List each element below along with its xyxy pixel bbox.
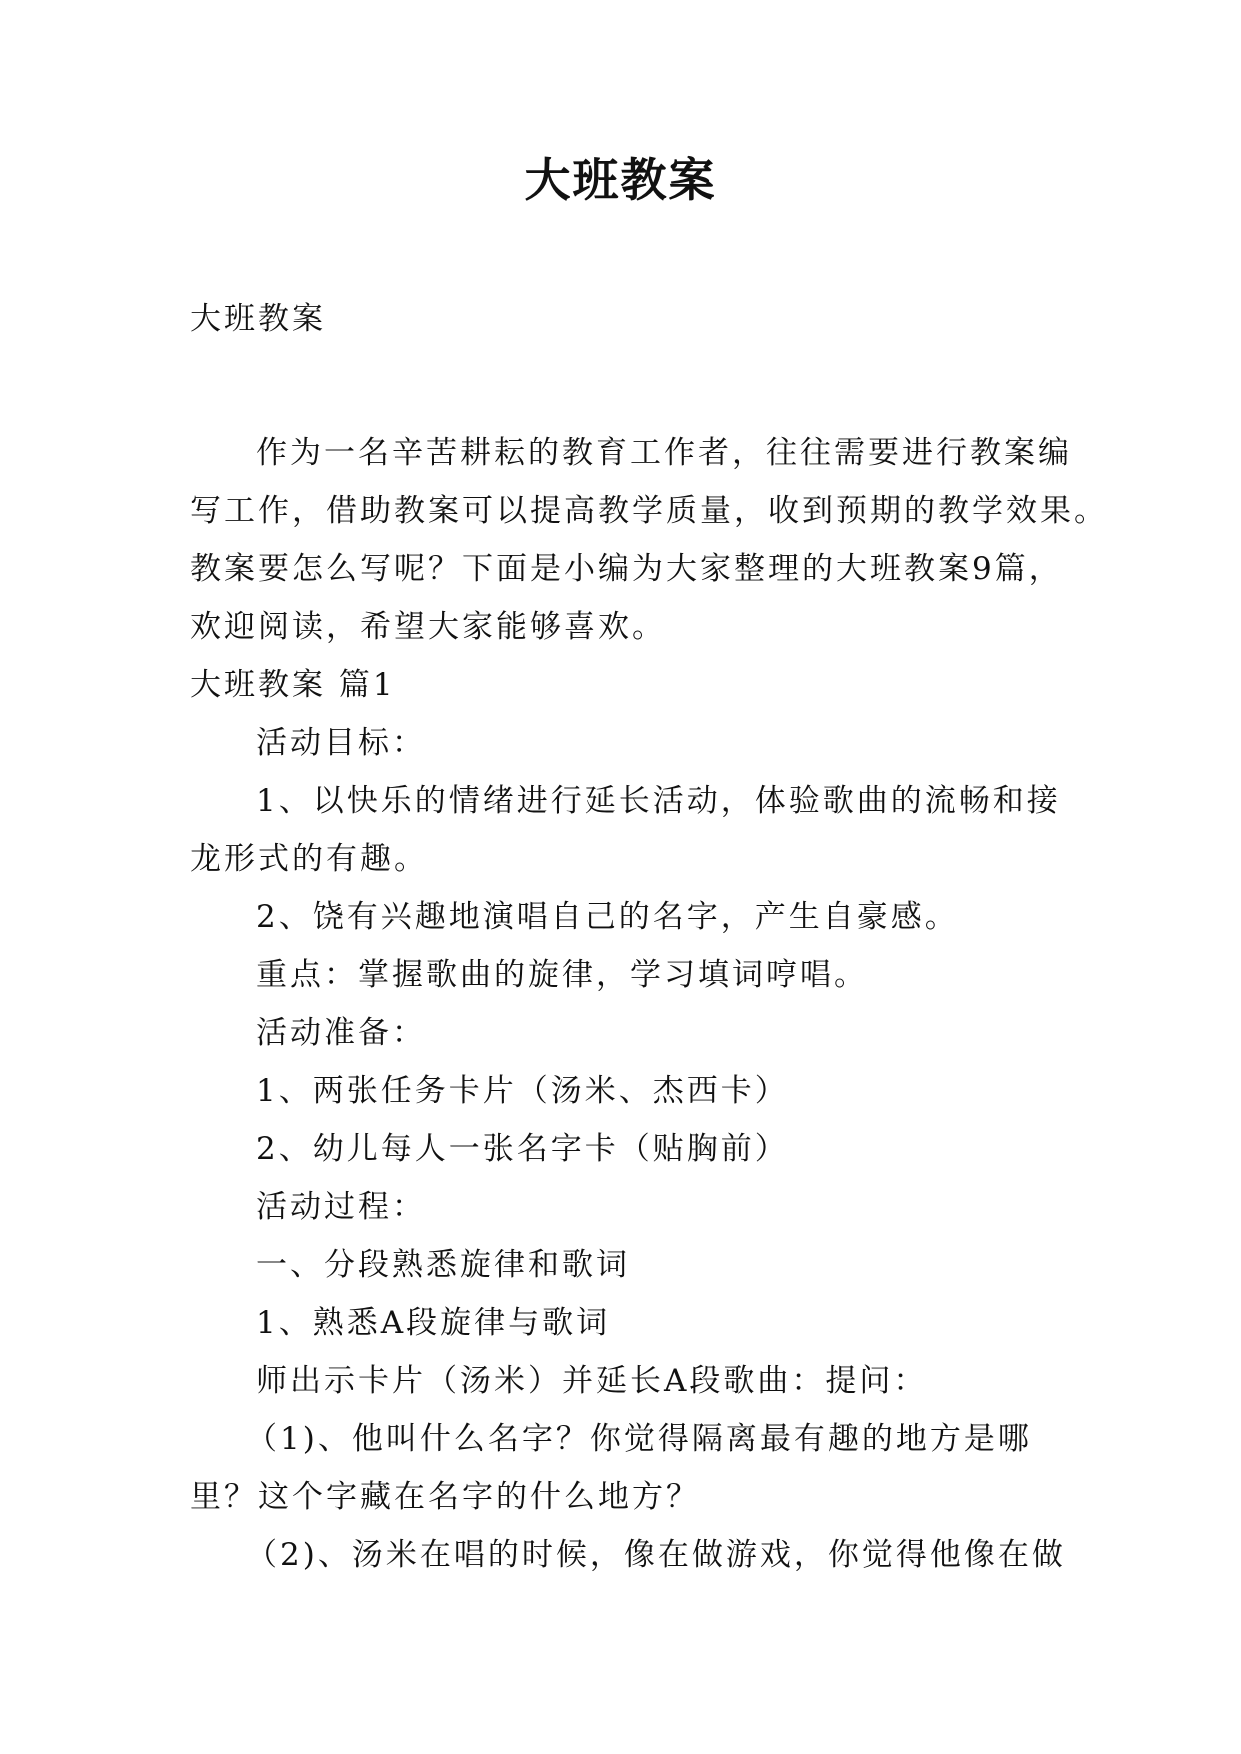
body-line: 1、两张任务卡片（汤米、杰西卡）	[256, 1073, 789, 1109]
body-line: 活动过程：	[256, 1189, 426, 1225]
body-line: 里？这个字藏在名字的什么地方？	[190, 1479, 700, 1515]
body-line: （1)、他叫什么名字？你觉得隔离最有趣的地方是哪	[246, 1421, 1032, 1457]
body-line: 师出示卡片（汤米）并延长A段歌曲：提问：	[256, 1363, 928, 1399]
body-line: 1、熟悉A段旋律与歌词	[256, 1305, 611, 1341]
body-line: 重点：掌握歌曲的旋律，学习填词哼唱。	[256, 957, 868, 993]
document-title: 大班教案	[524, 153, 717, 207]
document-body	[190, 290, 1108, 1584]
intro-line-2: 写工作，借助教案可以提高教学质量，收到预期的教学效果。	[190, 493, 1108, 529]
intro-line-4: 欢迎阅读，希望大家能够喜欢。	[190, 609, 666, 645]
paragraph-spacer	[190, 348, 1060, 424]
body-line: 龙形式的有趣。	[190, 841, 428, 877]
body-line: 1、以快乐的情绪进行延长活动，体验歌曲的流畅和接	[256, 783, 1061, 819]
document-subtitle: 大班教案	[190, 301, 326, 337]
body-line: 2、饶有兴趣地演唱自己的名字，产生自豪感。	[256, 899, 959, 935]
body-line: 2、幼儿每人一张名字卡（贴胸前）	[256, 1131, 789, 1167]
body-line: 活动目标：	[256, 725, 426, 761]
intro-line-1: 作为一名辛苦耕耘的教育工作者，往往需要进行教案编	[256, 435, 1072, 471]
body-line: （2)、汤米在唱的时候，像在做游戏，你觉得他像在做	[246, 1537, 1066, 1573]
body-line: 活动准备：	[256, 1015, 426, 1051]
body-line: 一、分段熟悉旋律和歌词	[256, 1247, 630, 1283]
intro-line-3: 教案要怎么写呢？下面是小编为大家整理的大班教案9篇，	[190, 551, 1063, 587]
section-heading: 大班教案 篇1	[190, 667, 396, 703]
